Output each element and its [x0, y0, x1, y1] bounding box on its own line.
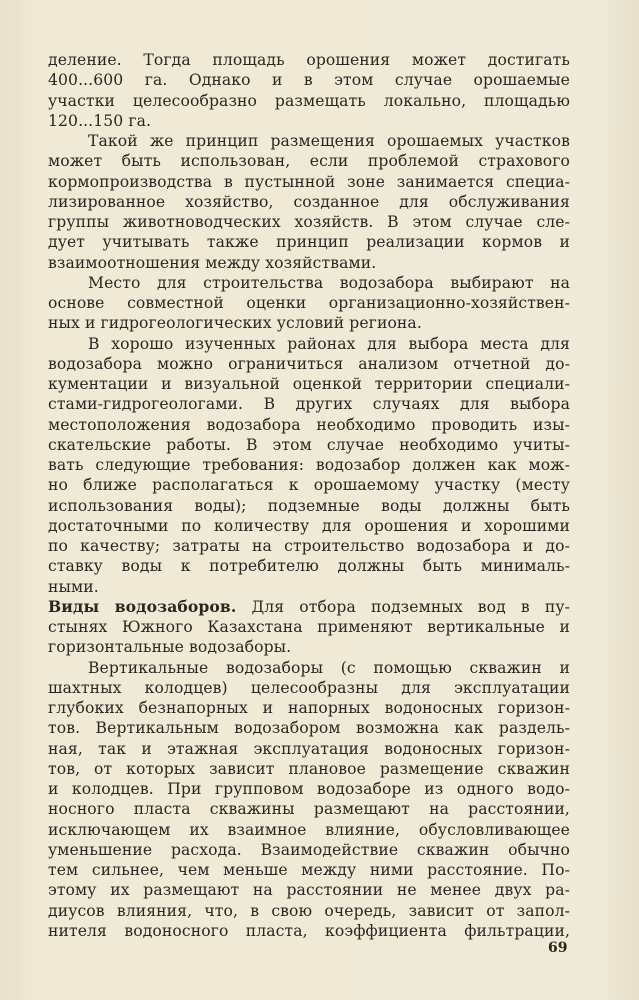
text-line: исключающем их взаимное влияние, обусловливающее — [48, 820, 570, 839]
text-line: тов. Вертикальным водозабором возможна как раздель- — [48, 719, 570, 738]
text-line: тов, от которых зависит плановое размещение скважин — [48, 759, 570, 778]
text-line: водозабора можно ограничиться анализом отчетной до- — [48, 354, 570, 373]
text-line: Место для строительства водозабора выбирают на — [88, 273, 570, 292]
text-line: использования воды); подземные воды должны быть — [48, 496, 570, 515]
text-line: основе совместной оценки организационно-хозяйствен- — [48, 294, 570, 312]
text-line: скательские работы. В этом случае необходимо учиты- — [48, 435, 570, 454]
text-line: этому их размещают на расстоянии не менее двух ра- — [48, 881, 570, 900]
text-line: участки целесообразно размещать локально, площадью — [48, 91, 570, 110]
text-line: глубоких безнапорных и напорных водоносных горизон- — [48, 699, 570, 717]
text-line: Такой же принцип размещения орошаемых участков — [88, 132, 570, 150]
text-line: вать следующие требования: водозабор должен как мож- — [48, 456, 570, 474]
text-line: достаточными по количеству для орошения и хорошими — [48, 516, 570, 535]
section-heading: Виды водозаборов. — [48, 596, 237, 616]
text-line: стынях Южного Казахстана применяют вертикальные и — [48, 618, 570, 636]
text-line: ная, так и этажная эксплуатация водоносных горизон- — [48, 739, 570, 758]
text-line: может быть использован, если проблемой страхового — [48, 152, 570, 171]
body-text — [48, 50, 570, 941]
section-heading-line — [48, 597, 570, 617]
text-line: нителя водоносного пласта, коэффициента фильтрации, — [48, 921, 570, 940]
text-line: по качеству; затраты на строительство водозабора и до- — [48, 537, 570, 555]
text-line: ными. — [48, 577, 99, 596]
text-line: шахтных колодцев) целесообразны для эксплуатации — [48, 678, 570, 697]
text-line: стами-гидрогеологами. В других случаях для выбора — [48, 395, 570, 414]
text-line: горизонтальные водозаборы. — [48, 638, 292, 657]
text-line: 120...150 га. — [48, 111, 152, 130]
text-line: ных и гидрогеологических условий региона. — [48, 314, 422, 333]
text-line: уменьшение расхода. Взаимодействие скважин обычно — [48, 840, 570, 859]
section-heading-continuation: Для отбора подземных вод в пу- — [236, 597, 571, 616]
text-line: дует учитывать также принцип реализации кормов и — [48, 233, 570, 252]
text-line: лизированное хозяйство, созданное для обслуживания — [48, 192, 570, 211]
text-line: В хорошо изученных районах для выбора места для — [88, 334, 570, 353]
text-line: ставку воды к потребителю должны быть минималь- — [48, 557, 570, 576]
page-number: 69 — [548, 940, 568, 956]
text-line: но ближе располагаться к орошаемому участку (месту — [48, 476, 570, 495]
text-line: и колодцев. При групповом водозаборе из одного водо- — [48, 780, 570, 798]
text-line: носного пласта скважины размещают на расстоянии, — [48, 800, 570, 819]
text-line: группы животноводческих хозяйств. В этом случае сле- — [48, 213, 570, 231]
text-line: Вертикальные водозаборы (с помощью скважин и — [88, 658, 570, 677]
text-line: местоположения водозабора необходимо проводить изы- — [48, 415, 570, 434]
text-line: тем сильнее, чем меньше между ними расстояние. По- — [48, 861, 570, 879]
text-line: диусов влияния, что, в свою очередь, зависит от запол- — [48, 901, 570, 920]
text-line: 400...600 га. Однако и в этом случае орошаемые — [48, 71, 570, 90]
text-line: взаимоотношения между хозяйствами. — [48, 253, 377, 272]
text-line: кументации и визуальной оценкой территории специали- — [48, 375, 570, 393]
text-line: деление. Тогда площадь орошения может достигать — [48, 51, 570, 69]
text-line: кормопроизводства в пустынной зоне занимается специа- — [48, 172, 570, 191]
